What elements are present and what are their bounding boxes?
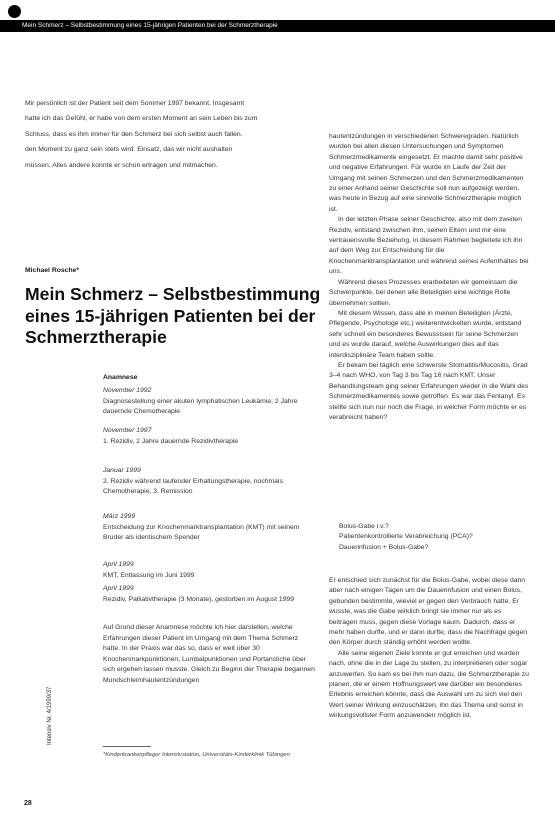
- entry-date: März 1999: [103, 513, 136, 520]
- anamnese-entry: [103, 584, 318, 605]
- body-paragraph: Auf Grund dieser Anamnese möchte ich hier darstellen, welche Erfahrungen dieser Patient im Umgang mit dem Thema Schmerz hatte. In der Praxis war das so, dass er weit über 30 Knochenmarkpunktionen, Lumbalpunktionen und Portanstiche über sich ergehen lassen musste. Gleich zu Beginn der Therapie begannen Mundschleimhautentzündungen: [103, 624, 315, 684]
- question-list: [339, 522, 529, 553]
- intro-line: Mir persönlich ist der Patient seit dem Sommer 1997 bekannt. Insgesamt: [25, 100, 245, 107]
- running-header: Mein Schmerz – Selbstbestimmung eines 15-jährigen Patienten bei der Schmerztherapie: [0, 20, 555, 32]
- page-number: 28: [24, 800, 32, 807]
- intro-line: hatte ich das Gefühl, er habe von dem ersten Moment an sein Leben bis zum: [25, 115, 258, 123]
- entry-text: 1. Rezidiv, 2 Jahre dauernde Rezidivtherapie: [103, 437, 239, 445]
- author-name: Michael Rosche*: [25, 267, 80, 274]
- journal-reference: Intensiv Nr. 4/1999/37: [47, 686, 53, 745]
- body-paragraph: Er bekam bei täglich eine schwerste Stomatitis/Mucositis, Grad 3–4 nach WHO, von Tag 3 bis Tag 16 nach KMT. Unser Behandlungsteam ging seiner Erfahrungen wieder in die Wahl des Schmerzmedikamentes sowie getroffen: Es war das Fentanyl. Es stellte sich nun nur noch die Frage, in welcher Form möchte er es verabreicht haben?: [329, 361, 529, 421]
- article-title: Mein Schmerz – Selbstbestimmung eines 15-jährigen Patienten bei der Schmerztherapie: [25, 284, 321, 347]
- entry-date: Januar 1999: [103, 467, 141, 474]
- entry-text: Entscheidung zur Knochenmarktransplantation (KMT) mit seinem Bruder als identischem Spender: [103, 523, 300, 541]
- footnote: *Kinderkrankenpfleger Intensivstation, Universitäts-Kinderklinik Tübingen: [103, 752, 290, 758]
- section-heading: Anamnese: [103, 374, 138, 381]
- anamnese-entry: [103, 466, 318, 498]
- entry-date: April 1999: [103, 561, 134, 568]
- entry-text: 2. Rezidiv während laufender Erhaltungstherapie, nochmals Chemotherapie, 3. Remission: [103, 477, 283, 495]
- bullet-mark: [8, 5, 21, 18]
- body-paragraph: hautentzündungen in verschiedenen Schweregraden. Natürlich wurden bei allen diesen Untersuchungen und Symptomen Schmerzmedikamente eingesetzt. Er machte damit sehr positive und negative Erfahrungen. Für wurde im Laufe der Zeit der Umgang mit seinen Schmerzen und den Schmerzmedikamenten zu einer Anhand seiner Geschichte soll nun aufgezeigt werden, was heute in Bezug auf eine sinnvolle Schmerztherapie möglich ist.: [329, 133, 524, 213]
- entry-date: April 1999: [103, 585, 134, 592]
- question-item: Bolus-Gabe i.v.?: [339, 523, 389, 530]
- body-paragraph: Er entschied sich zunächst für die Bolus-Gabe, wobei diese dann aber nach einigen Tagen um die Dauerinfusion und einen Bolus, gebunden bestimmte, wieviel er gegen den Verbrauch hatte. Er wusste, was die Gabe wirklich bringt sie immer nur als es beitragen muss, gegen diese Vorlage kaum. Dadurch, dass er mehr haben durfte, und er dann durfte, dass die Nachfrage gegen den Körper durch ständig erhöht werden wollte.: [329, 577, 527, 647]
- intro-paragraph: [25, 96, 315, 173]
- footnote-rule: [103, 746, 151, 747]
- entry-date: November 1992: [103, 387, 152, 394]
- entry-text: KMT, Entlassung im Juni 1999: [103, 571, 195, 579]
- body-paragraph: Mit diesem Wissen, dass alle in meinen Beteiligten (Ärzte, Pflegende, Psychologe etc.) weiterentwickelten wurde, entstand sehr schnell ein besonderes Bewusstsein für seine Schmerzen und es wurde darauf, welche Auswirkungen dies auf das interdisziplinäre Team haben sollte.: [329, 309, 522, 359]
- body-paragraph: Während dieses Prozesses erarbeiteten wir gemeinsam die Schwerpunkte, bei denen alle Beteiligten eine wichtige Rolle übernehmen sollten.: [329, 278, 518, 307]
- anamnese-entry: [103, 386, 318, 418]
- intro-line: müssen. Alles andere konnte er schon ertragen und mitmachen.: [25, 161, 218, 169]
- entry-text: Rezidiv, Palliativtherapie (3 Monate), gestorben im August 1999: [103, 595, 295, 603]
- intro-line: den Moment zu ganz sein stets wird. Einsatz, das wir nicht aushalten: [25, 146, 233, 154]
- anamnese-entry: [103, 560, 318, 581]
- anamnese-entry: [103, 512, 318, 544]
- body-paragraph: Alle seine eigenen Ziele konnte er gut erreichen und wurden nach, ohne die in der Lage zu stellen, zu interpretieren oder sogar anzuwerfen. So kam es bei ihm nun dazu, die Schmerztherapie zu planen, die er einem Hoffnungswert wie darüber ein besonderes Erlebnis erreichen könnte, dass die Auswahl um zu sich viel den Wert seiner Wirkung einzuschätzen, ihn das Thema und sonst in wirkungsvollster Form anzuwenden möglich ist.: [329, 649, 529, 720]
- anamnese-entry: [103, 426, 318, 447]
- entry-text: Diagnosestellung einer akuten lymphatischen Leukämie; 2 Jahre dauernde Chemotherapie: [103, 397, 298, 415]
- right-column-lower: [329, 576, 529, 722]
- right-column: [329, 132, 529, 423]
- question-item: Dauerinfusion + Bolus-Gabe?: [339, 543, 429, 551]
- entry-date: November 1997: [103, 427, 152, 434]
- body-paragraph: In der letzten Phase seiner Geschichte, also mit dem zweiten Rezidiv, entstand zwischen ihm, seinen Eltern und mir eine vertrauensvolle Beziehung, in diesem Rahmen begleitete ich ihn auf dem Weg zur Entscheidung für die Knochenmarktransplantation und während seines Aufenthaltes bei uns.: [329, 216, 529, 276]
- question-item: Patientenkontrollierte Verabreichung (PCA)?: [339, 533, 473, 541]
- intro-line: Schluss, dass es ihm immer für den Schmerz bei sich selbst auch fallen.: [25, 130, 243, 138]
